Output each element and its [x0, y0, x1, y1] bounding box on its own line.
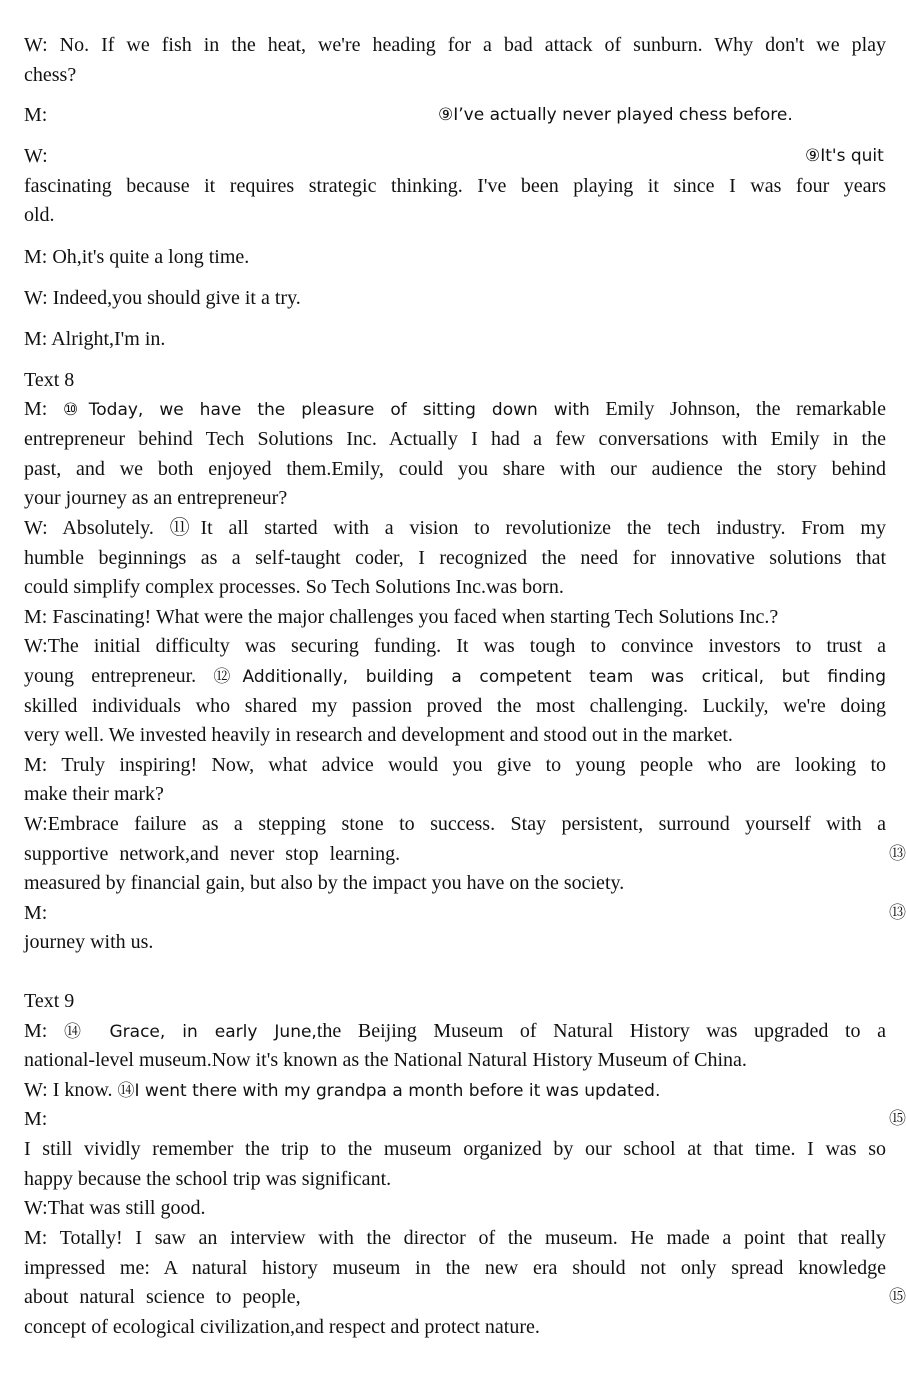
answer-note: ⑭I went there with my grandpa a month before it was updated.: [117, 1081, 661, 1101]
text-line: W: Indeed,you should give it a try.: [24, 287, 301, 309]
text-line: happy because the school trip was significant.: [24, 1168, 392, 1190]
text-line: [24, 1076, 886, 1104]
answer-note-cropped: ⑮: [889, 1287, 906, 1307]
text-line: journey with us.: [24, 931, 154, 953]
text-span: the Beijing Museum of Natural History was upgraded to a: [316, 1020, 887, 1042]
speaker-label: W: I know.: [24, 1079, 118, 1101]
text-line: old.: [24, 204, 55, 226]
answer-note: ⑩Today, we have the pleasure of sitting down with: [62, 400, 590, 420]
text-line: W:The initial difficulty was securing funding. It was tough to convince investors to trust a: [24, 635, 886, 657]
text-line: chess?: [24, 64, 77, 86]
text-line: W: Absolutely. ⑪It all started with a vision to revolutionize the tech industry. From my: [24, 517, 886, 539]
text-line: your journey as an entrepreneur?: [24, 487, 288, 509]
text-line: M:: [24, 104, 48, 126]
text-line: I still vividly remember the trip to the museum organized by our school at that time. I was so: [24, 1138, 886, 1160]
text-line: W:Embrace failure as a stepping stone to success. Stay persistent, surround yourself with a: [24, 813, 886, 835]
answer-note-cropped: ⑨It's quit: [805, 146, 884, 166]
speaker-label: M:: [24, 398, 63, 420]
answer-note-cropped: ⑬: [889, 844, 906, 864]
text-line: very well. We invested heavily in research and development and stood out in the market.: [24, 724, 733, 746]
text-line: M: Alright,I'm in.: [24, 328, 166, 350]
text-line: concept of ecological civilization,and respect and protect nature.: [24, 1316, 540, 1338]
text-line: fascinating because it requires strategic thinking. I've been playing it since I was four years: [24, 175, 886, 197]
section-heading: Text 8: [24, 369, 75, 391]
text-line: [24, 662, 886, 690]
text-line: make their mark?: [24, 783, 164, 805]
text-line: skilled individuals who shared my passion proved the most challenging. Luckily, we're doing: [24, 695, 886, 717]
text-line: could simplify complex processes. So Tech Solutions Inc.was born.: [24, 576, 564, 598]
text-line: humble beginnings as a self-taught coder, I recognized the need for innovative solutions that: [24, 547, 886, 569]
text-line: M:: [24, 1108, 48, 1130]
text-line: [24, 395, 886, 423]
section-heading: Text 9: [24, 990, 75, 1012]
answer-note: ⑨I’ve actually never played chess before.: [438, 105, 793, 125]
text-line: past, and we both enjoyed them.Emily, could you share with our audience the story behind: [24, 458, 886, 480]
speaker-label: M:: [24, 1020, 64, 1042]
text-line: [24, 1017, 886, 1045]
answer-note: ⑫Additionally, building a competent team was critical, but finding: [213, 667, 886, 687]
text-span: Emily Johnson, the remarkable: [589, 398, 887, 420]
text-span: young entrepreneur.: [24, 665, 214, 687]
text-line: entrepreneur behind Tech Solutions Inc. Actually I had a few conversations with Emily in the: [24, 428, 886, 450]
text-line: impressed me: A natural history museum in the new era should not only spread knowledge: [24, 1257, 886, 1279]
text-line: national-level museum.Now it's known as the National Natural History Museum of China.: [24, 1049, 747, 1071]
text-line: W:: [24, 145, 48, 167]
text-line: measured by financial gain, but also by the impact you have on the society.: [24, 872, 625, 894]
text-line: M: Totally! I saw an interview with the director of the museum. He made a point that really: [24, 1227, 886, 1249]
text-line: M: Truly inspiring! Now, what advice would you give to young people who are looking to: [24, 754, 886, 776]
answer-note-cropped: ⑬: [889, 903, 906, 923]
text-line: M: Fascinating! What were the major challenges you faced when starting Tech Solutions Inc.?: [24, 606, 779, 628]
answer-note: ⑭ Grace, in early June,: [63, 1022, 317, 1042]
text-line: W:That was still good.: [24, 1197, 206, 1219]
answer-note-cropped: ⑮: [889, 1109, 906, 1129]
text-line: supportive network,and never stop learning.: [24, 843, 401, 865]
text-line: M:: [24, 902, 48, 924]
text-line: M: Oh,it's quite a long time.: [24, 246, 250, 268]
text-line: W: No. If we fish in the heat, we're heading for a bad attack of sunburn. Why don't we play: [24, 34, 886, 56]
text-line: about natural science to people,: [24, 1286, 301, 1308]
